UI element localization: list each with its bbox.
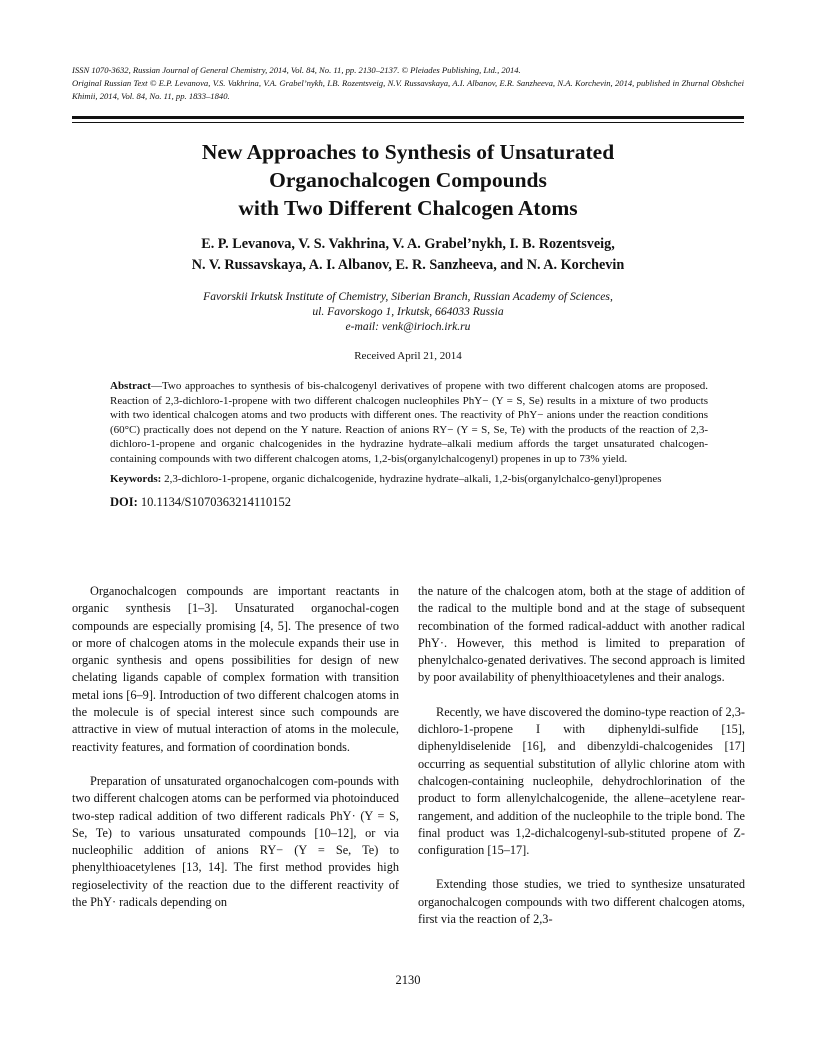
- abstract-paragraph: [110, 379, 708, 466]
- abstract-text: —Two approaches to synthesis of bis-chalcogenyl derivatives of propene with two different chalcogen atoms are proposed. Reaction of 2,3-dichloro-1-propene with two different chalcogen nucleophiles PhY− (Y = S, Se) results in a mixture of two products with two identical chalcogen atoms and two products with different ones. The reactivity of PhY− anions under the reaction conditions (60°C) practically does not depend on the Y nature. Reaction of anions RY− (Y = S, Se, Te) with the products of the reaction of 2,3-dichloro-1-propene and organic chalcogenides in the hydrazine hydrate–alkali medium affords the target unsaturated chalcogen-containing compounds with two different chalcogen atoms, 1,2-bis(organylchalcogenyl) propenes in up to 73% yield.: [110, 380, 708, 465]
- abstract-label: Abstract: [110, 380, 151, 392]
- header-rule-thin: [72, 122, 744, 123]
- article-title: [72, 138, 744, 222]
- keywords-text: 2,3-dichloro-1-propene, organic dichalcogenide, hydrazine hydrate–alkali, 1,2-bis(organylchalco-genyl)propenes: [161, 473, 662, 485]
- journal-citation-line: ISSN 1070-3632, Russian Journal of General Chemistry, 2014, Vol. 84, No. 11, pp. 2130–2137. © Pleiades Publishing, Ltd., 2014.: [72, 65, 521, 75]
- body-column-right: [418, 583, 745, 945]
- journal-header: [72, 64, 744, 103]
- title-line-3: with Two Different Chalcogen Atoms: [238, 196, 578, 220]
- doi-label: DOI:: [110, 494, 138, 509]
- doi-link[interactable]: 10.1134/S1070363214110152: [137, 494, 292, 509]
- authors-line-1: E. P. Levanova, V. S. Vakhrina, V. A. Grabel’nykh, I. B. Rozentsveig,: [201, 236, 615, 252]
- authors-line-2: N. V. Russavskaya, A. I. Albanov, E. R. Sanzheeva, and N. A. Korchevin: [191, 257, 625, 273]
- keywords-paragraph: [110, 472, 708, 487]
- body-paragraph: Preparation of unsaturated organochalcogen com-pounds with two different chalcogen atoms can be performed via photoinduced two-step radical addition of two different radicals PhY· (Y = S, Se, Te) to various unsaturated compounds [10–12], or via nucleophilic addition of anions RY− (Y = Se, Te) to phenylthioacetylenes [13, 14]. The first method provides high regioselectivity of the reaction due to the different reactivity of the PhY· radicals depending on: [72, 773, 399, 910]
- page-number: 2130: [395, 973, 421, 987]
- received-date: Received April 21, 2014: [354, 350, 462, 362]
- header-rule-thick: [72, 116, 744, 119]
- body-paragraph: Recently, we have discovered the domino-type reaction of 2,3-dichloro-1-propene I with diphenyldi-sulfide [15], diphenyldiselenide [16], and dibenzyldi-chalcogenides [17] occurring as sequential substitution of allylic chlorine atom with chalcogen-containing nucleophile, dehydrochlorination of the product to form allenylchalcogenide, the allene–acetylene rear-rangement, and addition of the nucleophile to the triple bond. The final product was 1,2-dichalcogenyl-sub-stituted propene of Z-configuration [15–17].: [418, 704, 745, 858]
- affiliation: [72, 289, 744, 334]
- author-list: [72, 234, 744, 276]
- title-line-1: New Approaches to Synthesis of Unsaturated: [201, 140, 615, 164]
- affiliation-line-2: ul. Favorskogo 1, Irkutsk, 664033 Russia: [312, 305, 504, 318]
- abstract-block: [110, 379, 708, 515]
- body-paragraph: the nature of the chalcogen atom, both at the stage of addition of the radical to the multiple bond and at the stage of subsequent recombination of the formed radical-adduct with another radical PhY·. However, this method is limited to preparation of phenylchalco-genated derivatives. The second approach is limited by poor availability of phenylthioacetylenes and their analogs.: [418, 584, 745, 685]
- affiliation-line-1: Favorskii Irkutsk Institute of Chemistry, Siberian Branch, Russian Academy of Sciences,: [203, 290, 613, 303]
- doi-paragraph: [110, 495, 708, 510]
- original-text-line: Original Russian Text © E.P. Levanova, V.S. Vakhrina, V.A. Grabel’nykh, I.B. Rozentsveig, N.V. Russavskaya, A.I. Albanov, E.R. Sanzheeva, N.A. Korchevin, 2014, published in Zhurnal Obshchei Khimii, 2014, Vol. 84, No. 11, pp. 1833–1840.: [72, 78, 744, 101]
- affiliation-email: e-mail: venk@irioch.irk.ru: [345, 320, 471, 333]
- title-line-2: Organochalcogen Compounds: [269, 168, 547, 192]
- body-column-left: [72, 583, 399, 928]
- keywords-label: Keywords:: [110, 473, 162, 485]
- body-paragraph: Extending those studies, we tried to synthesize unsaturated organochalcogen compounds with two different chalcogen atoms, first via the reaction of 2,3-: [418, 877, 745, 927]
- body-paragraph: Organochalcogen compounds are important reactants in organic synthesis [1–3]. Unsaturated organochal-cogen compounds are especially promising [4, 5]. The presence of two or more of chalcogen atoms in the molecule expands their use in organic synthesis and opens possibilities for design of new chelating ligands capable of complex formation with transition metal ions [6–9]. Introduction of two different chalcogen atoms in the molecule is of special interest since such compounds are attractive in view of mutual interaction of atoms in the molecule, reactivity features, and formation of coordination bonds.: [72, 584, 399, 754]
